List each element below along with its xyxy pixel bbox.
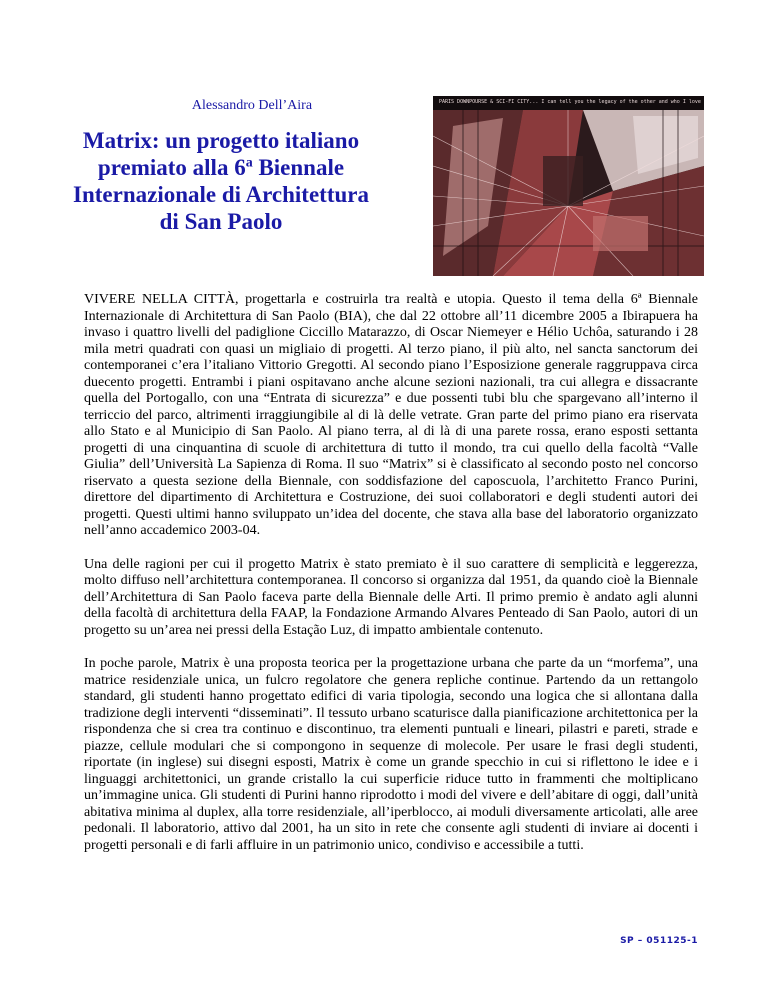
page-footer-code: SP – 051125-1 (620, 936, 698, 946)
title-superscript: a (245, 155, 253, 171)
author-line: Alessandro Dell’Aira (191, 98, 313, 113)
title-part-2: Biennale Internazionale di Architettura di San Paolo (73, 155, 369, 234)
artwork-caption: PARIS DOWNPOURSE & SCI-FI CITY... I can tell you the legacy of the other and who I love in... (439, 99, 704, 105)
paragraph-3: In poche parole, Matrix è una proposta teorica per la progettazione urbana che parte da un “morfema”, una matrice residenziale unica, un fulcro regolatore che genera repliche continue. Partendo da un rettangolo standard, gli studenti hanno progettato edifici di varia tipologia, secondo una logica che si allontana dalla tradizione degli interventi “disseminati”. Il tessuto urbano scaturisce dalla pianificazione architettonica per la rispondenza che si crea tra continuo e discontinuo, tra elementi puntuali e lineari, pilastri e pareti, strade e piazze, cellule modulari che si compongono in sequenze di molecole. Per usare le frasi degli studenti, riportate (in inglese) sui disegni esposti, Matrix è come un grande specchio in cui si riflettono le idee e i linguaggi architettonici, un grande cristallo la cui superficie riduce tutto in frammenti che moltiplicano un’immagine unica. Gli studenti di Purini hanno riprodotto i modi del vivere e dell’abitare di oggi, dall’unità abitativa minima al duplex, alla torre residenziale, all’iperblocco, ai moduli diversamente articolati, alle aree pedonali. Il laboratorio, attivo dal 2001, ha un sito in rete che consente agli studenti di inviare ai docenti i progetti personali e di farli affluire in un patrimonio unico, condiviso e accessibile a tutti. (84, 656, 698, 853)
paragraph-1: VIVERE NELLA CITTÀ, progettarla e costruirla tra realtà e utopia. Questo il tema della 6ª Biennale Internazionale di Architettura di San Paolo (BIA), che dal 22 ottobre all’11 dicembre 2005 a Ibirapuera ha invaso i quattro livelli del padiglione Ciccillo Matarazzo, di Oscar Niemeyer e Hélio Uchôa, saturando i 28 mila metri quadrati con quasi un migliaio di progetti. Al terzo piano, il più alto, nel sancta sanctorum dei contemporanei c’era l’italiano Vittorio Gregotti. Al secondo piano l’Esposizione generale raggruppava circa duecento progetti. Entrambi i piani ospitavano anche alcune sezioni nazionali, tra cui allegra e dissacrante quella del Portogallo, con una “Entrata di sicurezza” e due possenti tubi blu che spargevano all’interno il terriccio del parco, altrimenti irraggiungibile al di là delle vetrate. Gran parte del primo piano era riservata allo Stato e al Municipio di San Paolo. Al piano terra, al di là di una parete rossa, erano esposti settanta progetti di una cinquantina di scuole di architettura di tutto il mondo, tra cui quello della facoltà “Valle Giulia” dell’Università La Sapienza di Roma. Il suo “Matrix” si è classificato al secondo posto nel concorso riservato a questa sezione della Biennale, con soddisfazione del caposcuola, l’architetto Franco Purini, direttore del dipartimento di Architettura e Costruzione, dei suoi collaboratori e degli studenti autori dei progetti. Questi ultimi hanno sviluppato un’idea del docente, che stava alla base del laboratorio organizzato nell’anno accademico 2003-04. (84, 292, 698, 538)
paragraph-2: Una delle ragioni per cui il progetto Matrix è stato premiato è il suo carattere di semplicità e leggerezza, molto diffuso nell’architettura contemporanea. Il concorso si organizza dal 1951, da quando cioè la Biennale dell’Architettura di San Paolo faceva parte della Biennale delle Arti. Il primo premio è andato agli alunni della facoltà di architettura della FAAP, la Fondazione Armando Alvares Penteado di San Paolo, autori di un progetto su un’area nei pressi della Estação Luz, di impatto ambientale contenuto. (84, 556, 698, 638)
architectural-collage-image (433, 96, 704, 276)
title-part-1: Matrix: un progetto italiano premiato alla 6 (82, 128, 360, 180)
article-title (66, 127, 376, 235)
article-body (84, 292, 698, 871)
